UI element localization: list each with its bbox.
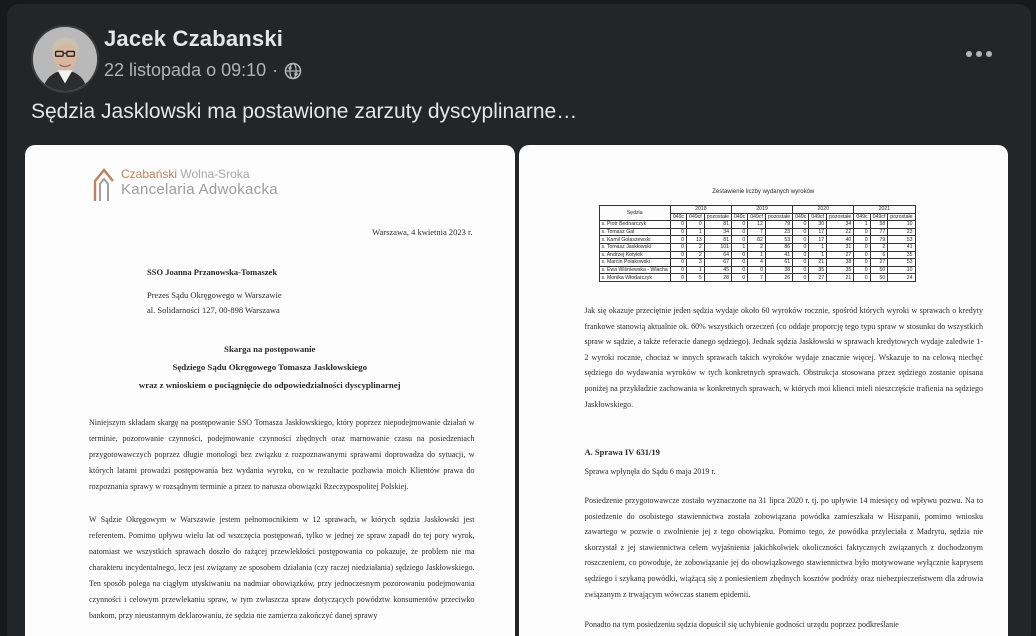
- table-subcol: 049cf: [870, 213, 888, 221]
- addressee: SSO Joanna Przanowska-Tomaszek: [147, 267, 278, 277]
- table-cell: 0: [670, 221, 686, 229]
- table-cell: 53: [888, 236, 915, 244]
- table-cell-judge: s. Andrzej Kotyłek: [599, 251, 670, 259]
- table-cell: 34: [827, 221, 854, 229]
- table-cell: 27: [827, 251, 854, 259]
- case-filed-line: Sprawa wpłynęła do Sądu 6 maja 2019 r.: [584, 467, 716, 476]
- table-year: 2018: [670, 206, 731, 214]
- letter-date: Warszawa, 4 kwietnia 2023 r.: [372, 227, 473, 237]
- letter-heading-3: wraz z wnioskiem o pociągnięcie do odpowiedzialności dyscyplinarnej: [138, 380, 401, 390]
- firm-name-line1: Czabański Wolna-Sroka: [121, 167, 250, 181]
- firm-name-line2: Kancelaria Adwokacka: [121, 181, 278, 198]
- post-author[interactable]: Jacek Czabanski: [104, 26, 284, 51]
- table-cell: 10: [888, 221, 915, 229]
- table-year-row: [599, 206, 915, 214]
- table-cell: 45: [704, 266, 731, 274]
- table-cell: 17: [809, 228, 827, 236]
- table-cell-judge: s. Kamil Gołaszewski: [599, 236, 670, 244]
- table-cell: 50: [870, 266, 888, 274]
- table-cell: 6: [870, 251, 888, 259]
- table-subcol: pozostałe: [704, 213, 731, 221]
- table-cell: 40: [827, 236, 854, 244]
- table-cell: 7: [748, 274, 766, 282]
- table-cell: 0: [670, 251, 686, 259]
- table-cell: 4: [748, 259, 766, 267]
- table-cell: 1: [687, 266, 705, 274]
- table-subcol: 049c: [731, 213, 747, 221]
- table-cell: 24: [888, 274, 915, 282]
- table-cell: 12: [748, 221, 766, 229]
- table-cell: 0: [854, 228, 870, 236]
- firm-logo-icon: [91, 167, 117, 203]
- table-cell: 50: [870, 274, 888, 282]
- document-page-right[interactable]: [519, 145, 1009, 636]
- table-cell: 21: [827, 274, 854, 282]
- table-cell: 38: [765, 266, 792, 274]
- right-paragraph-1: Jak się okazuje przeciętnie jeden sędzia wydaje około 60 wyroków rocznie, spośród których wyroki w sprawach o kredyty frankowe stanowią aktualnie ok. 60% wszystkich orzeczeń (co oddaje proporcję tego typu spraw w stosunku do wszystkich spraw w sądzie, a także referacie danego sędziego). Jednak sędzia Jaskłowski w sprawach kredytowych wydaje zaledwie 1-2 wyroki rocznie, chociaż w innych sprawach takich wyroków wydaje znacznie więcej. Wskazuje to na celową niechęć sędziego do wydawania wyroków w tych konkretnych sprawach. Obstrukcja stosowana przez sędziego zostanie opisana poniżej na przykładzie zachowania w konkretnych sprawach, w których moi klienci mieli nieszczęście trafienia na sędziego Jaskłowskiego.: [584, 306, 983, 409]
- table-cell: 0: [854, 259, 870, 267]
- table-cell: 64: [704, 251, 731, 259]
- table-subcol: 049cf: [809, 213, 827, 221]
- letter-heading-2: Sędziego Sądu Okręgowego Tomasza Jaskłowskiego: [172, 362, 368, 372]
- avatar[interactable]: [31, 25, 99, 93]
- table-cell: 27: [870, 259, 888, 267]
- table-cell: 0: [793, 259, 809, 267]
- table-year: 2020: [793, 206, 854, 214]
- addressee-role: Prezes Sądu Okręgowego w Warszawie: [147, 290, 282, 300]
- table-cell: 31: [827, 243, 854, 251]
- table-cell: 0: [793, 274, 809, 282]
- table-year: 2021: [854, 206, 915, 214]
- table-cell: 1: [687, 228, 705, 236]
- table-cell: 35: [827, 266, 854, 274]
- table-subcol: 049c: [854, 213, 870, 221]
- table-cell: 0: [687, 221, 705, 229]
- table-cell: 0: [793, 236, 809, 244]
- table-cell: 82: [748, 236, 766, 244]
- table-cell: 0: [731, 221, 747, 229]
- table-cell: 41: [765, 251, 792, 259]
- table-cell: 2: [870, 243, 888, 251]
- table-cell: 5: [687, 274, 705, 282]
- table-cell: 53: [888, 259, 915, 267]
- table-cell: 0: [793, 228, 809, 236]
- globe-icon[interactable]: [284, 62, 302, 80]
- meta-separator: ·: [272, 60, 279, 80]
- table-cell: 34: [704, 228, 731, 236]
- table-cell: 3: [687, 259, 705, 267]
- table-cell: 53: [765, 236, 792, 244]
- table-cell: 81: [704, 221, 731, 229]
- table-cell: 10: [888, 266, 915, 274]
- table-cell: 2: [687, 243, 705, 251]
- post-images: [25, 145, 1008, 636]
- table-cell: 0: [793, 243, 809, 251]
- table-cell: 26: [765, 274, 792, 282]
- table-year: 2019: [731, 206, 792, 214]
- table-cell: 23: [888, 228, 915, 236]
- table-cell: 101: [704, 243, 731, 251]
- table-cell: 0: [670, 274, 686, 282]
- table-row: [599, 251, 915, 259]
- table-cell: 41: [888, 243, 915, 251]
- table-cell: 0: [670, 236, 686, 244]
- table-cell: 77: [870, 228, 888, 236]
- table-cell: 58: [870, 221, 888, 229]
- table-cell-judge: s. Piotr Bednarczyk: [599, 221, 670, 229]
- table-cell: 61: [765, 259, 792, 267]
- table-row: [599, 259, 915, 267]
- table-subcol: pozostałe: [827, 213, 854, 221]
- table-subcol: 049cf: [748, 213, 766, 221]
- table-row: [599, 236, 915, 244]
- table-cell: 0: [731, 251, 747, 259]
- table-cell: 81: [704, 236, 731, 244]
- table-cell: 35: [888, 251, 915, 259]
- right-paragraph-3: Ponadto na tym posiedzeniu sędzia dopuścił się uchybienie godności urzędu poprzez podkreślanie: [584, 620, 899, 629]
- right-paragraph-2: Posiedzenie przygotowawcze zostało wyznaczone na 31 lipca 2020 r. tj. po upływie 14 miesięcy od wpływu pozwu. Na to posiedzenie do osobistego stawiennictwa została zobowiązana powódka zamieszkała w Hiszpanii, pomimo wniosku zawartego w pozwie o zwolnienie jej z tego obowiązku. Pomimo tego, że powódka przyleciała z Madrytu, sędzia nie skorzystał z jej stawiennictwa celem wyjaśnienia jakichkolwiek okoliczności faktycznych związanych z dochodzonym roszczeniem, co powoduje, że zobowiązanie jej do obowiązkowego stawiennictwa było motywowane wyłącznie kaprysem sędziego i szykaną powódki, wiążącą się z poniesieniem zbędnych kosztów podróży oraz niebezpieczeństwem dla zdrowia związanym z trwającym wówczas stanem epidemii.: [584, 496, 983, 599]
- table-cell: 1: [748, 251, 766, 259]
- table-cell: 0: [670, 243, 686, 251]
- table-row: [599, 266, 915, 274]
- table-cell: 0: [670, 228, 686, 236]
- table-cell: 0: [793, 266, 809, 274]
- table-cell-judge: s. Tomasz Jaskłowski: [599, 243, 670, 251]
- table-cell: 0: [670, 259, 686, 267]
- table-cell: 7: [748, 228, 766, 236]
- table-cell: 0: [670, 266, 686, 274]
- document-page-left[interactable]: [25, 145, 515, 636]
- table-cell: 67: [704, 259, 731, 267]
- table-subcol: 049c: [793, 213, 809, 221]
- table-cell: 17: [809, 236, 827, 244]
- table-cell: 22: [827, 228, 854, 236]
- table-cell: 1: [809, 243, 827, 251]
- table-row: [599, 243, 915, 251]
- more-options-icon: [966, 51, 972, 57]
- table-cell: 0: [731, 228, 747, 236]
- letter-paragraph-2: W Sądzie Okręgowym w Warszawie jestem pełnomocnikiem w 12 sprawach, w których sędzia Jaskłowski jest referentem. Pomimo upływu wielu lat od wszczęcia postępowań, tylko w jednej ze spraw zapadł do tej pory wyrok, natomiast we wszystkich sprawach doszło do rażącej przewlekłości postępowania co pokazuje, że problem nie ma charakteru incydentalnego, lecz jest związany ze sposobem działania (czy raczej niedziałania) sędziego Jaskłowskiego. Ten sposób polega na ciągłym utyskiwaniu na nadmiar obowiązków, przy jednoczesnym pozorowaniu podejmowania czynności i celowym przewlekaniu spraw, w tym zwłaszcza spraw dotyczących powództw konsumentów przeciwko bankom, przy nieustannym deklarowaniu, że sędzia nie zamierza zakończyć danej sprawy: [89, 515, 475, 620]
- table-subcol: 049c: [670, 213, 686, 221]
- table-cell: 79: [870, 236, 888, 244]
- table-cell-judge: s. Monika Włodarczyk: [599, 274, 670, 282]
- profile-photo: [33, 27, 97, 91]
- post-timestamp[interactable]: 22 listopada o 09:10: [104, 60, 267, 80]
- table-cell: 27: [809, 274, 827, 282]
- post-meta: [104, 60, 302, 81]
- post-card: [7, 4, 1031, 636]
- table-cell: 86: [765, 243, 792, 251]
- table-row: [599, 221, 915, 229]
- firm-logo: [91, 167, 278, 203]
- table-cell: 0: [854, 274, 870, 282]
- verdicts-table: [599, 205, 916, 282]
- table-header-judge: Sędzia: [599, 206, 670, 221]
- table-cell-judge: s. Marcin Polakowski: [599, 259, 670, 267]
- table-cell: 28: [704, 274, 731, 282]
- table-cell: 0: [793, 251, 809, 259]
- table-cell: 0: [854, 266, 870, 274]
- addressee-street: al. Solidarności 127, 00-898 Warszawa: [147, 305, 280, 315]
- table-cell: 1: [731, 243, 747, 251]
- table-cell: 38: [827, 259, 854, 267]
- table-subcol: 049cf: [687, 213, 705, 221]
- table-cell: 1: [854, 221, 870, 229]
- table-cell-judge: s. Ewa Wiśniewska - Wlacha: [599, 266, 670, 274]
- table-cell: 13: [687, 236, 705, 244]
- table-cell: 0: [793, 221, 809, 229]
- letter-heading-1: Skarga na postępowanie: [224, 344, 316, 354]
- table-cell: 0: [731, 266, 747, 274]
- table-cell: 2: [748, 243, 766, 251]
- more-options-button[interactable]: [961, 40, 997, 68]
- letter-paragraph-1: Niniejszym składam skargę na postępowanie SSO Tomasza Jaskłowskiego, który poprzez niepodejmowanie działań w terminie, pozorowanie czynności, podejmowanie czynności zbędnych oraz marnowanie czasu na posiedzeniach przygotowawczych poprzez długie monologi bez związku z rozpoznawanymi sprawami doprowadza do sytuacji, w których latami prowadzi postępowania bez wydania wyroku, co w rezultacie pozbawia moich Klientów prawa do rozpoznania sprawy w rozsądnym terminie a przez to narusza obowiązki Rzeczypospolitej Polskiej.: [89, 418, 475, 491]
- post-text: Sędzia Jasklowski ma postawione zarzuty dyscyplinarne…: [31, 100, 578, 123]
- table-cell: 2: [687, 251, 705, 259]
- table-caption: Zestawienie liczby wydanych wyroków: [712, 189, 815, 195]
- table-cell: 35: [809, 266, 827, 274]
- case-section-heading: A. Sprawa IV 631/19: [584, 447, 660, 457]
- table-cell-judge: s. Tomasz Gal: [599, 228, 670, 236]
- table-cell: 0: [854, 243, 870, 251]
- table-cell: 0: [731, 236, 747, 244]
- table-cell: 0: [854, 236, 870, 244]
- table-subcol: pozostałe: [888, 213, 915, 221]
- table-cell: 0: [731, 274, 747, 282]
- table-cell: 0: [748, 266, 766, 274]
- table-cell: 0: [731, 259, 747, 267]
- table-row: [599, 228, 915, 236]
- table-cell: 79: [765, 221, 792, 229]
- table-subcol: pozostałe: [765, 213, 792, 221]
- table-cell: 1: [809, 251, 827, 259]
- table-cell: 21: [809, 259, 827, 267]
- table-cell: 30: [809, 221, 827, 229]
- table-cell: 23: [765, 228, 792, 236]
- table-cell: 0: [854, 251, 870, 259]
- table-row: [599, 274, 915, 282]
